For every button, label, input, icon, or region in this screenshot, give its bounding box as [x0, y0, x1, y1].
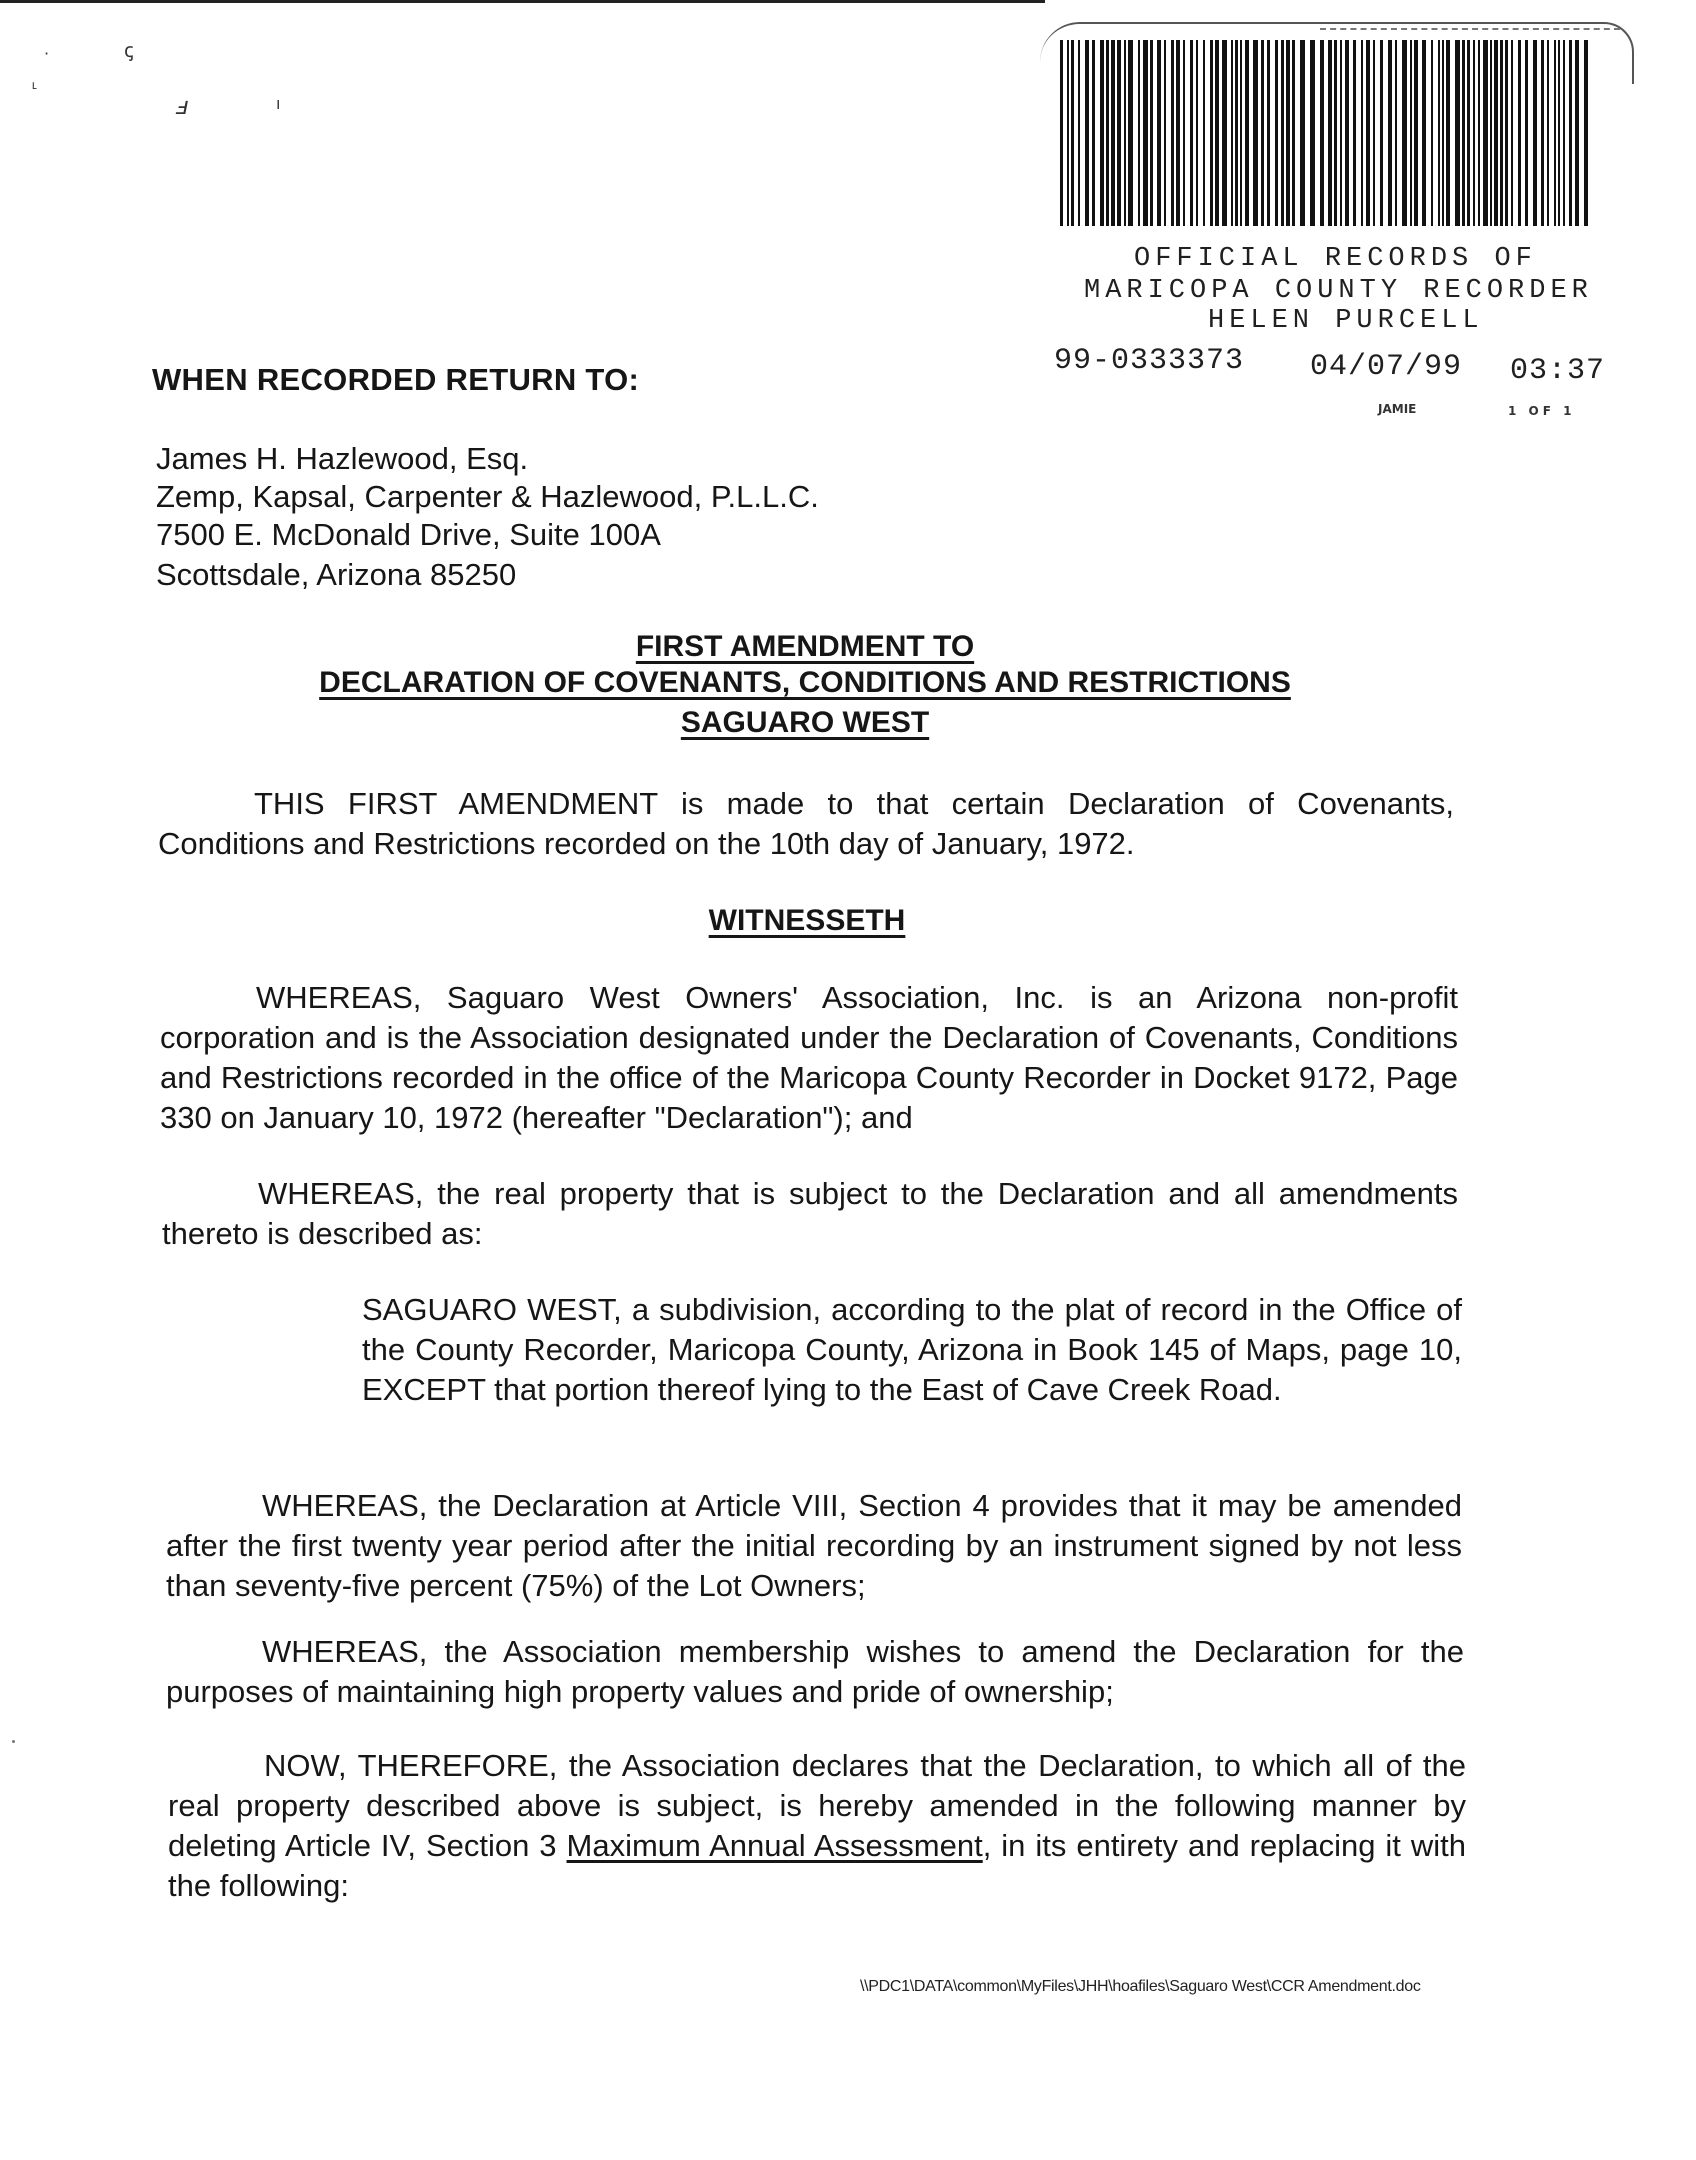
recorder-office-line: OFFICIAL RECORDS OF — [1134, 244, 1537, 274]
document-title-line-1: FIRST AMENDMENT TO — [635, 630, 975, 663]
legal-description: SAGUARO WEST, a subdivision, according to the plat of record in the Office of the County Recorder, Maricopa County, Arizona in Book 145 of Maps, page 10, EXCEPT that portion thereof lying to the East of Cave Creek Road. — [362, 1292, 1462, 1407]
now-therefore-paragraph — [168, 1746, 1466, 1906]
return-to-heading: WHEN RECORDED RETURN TO: — [152, 362, 640, 397]
scan-speck: ı — [276, 94, 281, 113]
whereas-paragraph-1: WHEREAS, Saguaro West Owners' Association, Inc. is an Arizona non-profit corporation and is the Association designated under the Declaration of Covenants, Conditions and Restrictions recorded in the office of the Maricopa County Recorder in Docket 9172, Page 330 on January 10, 1972 (hereafter "Declaration"); and — [160, 980, 1458, 1135]
return-firm: Zemp, Kapsal, Carpenter & Hazlewood, P.L.L.C. — [156, 479, 819, 514]
document-title-line-2: DECLARATION OF COVENANTS, CONDITIONS AND RESTRICTIONS — [319, 666, 1291, 699]
recording-clerk: JAMIE — [1378, 402, 1417, 416]
recorder-name-line: HELEN PURCELL — [1208, 306, 1484, 336]
return-city: Scottsdale, Arizona 85250 — [156, 557, 517, 592]
document-title-line-3: SAGUARO WEST — [680, 706, 930, 739]
maximum-annual-assessment-reference: Maximum Annual Assessment — [566, 1828, 983, 1863]
now-therefore-text-b: , in its entirety and replacing it with the following: — [168, 1828, 1466, 1903]
whereas-paragraph-4: WHEREAS, the Association membership wishes to amend the Declaration for the purposes of maintaining high property values and pride of ownership; — [166, 1634, 1464, 1709]
return-name: James H. Hazlewood, Esq. — [156, 441, 529, 476]
recorder-label-perforation — [1320, 28, 1620, 30]
whereas-paragraph-3: WHEREAS, the Declaration at Article VIII, Section 4 provides that it may be amended after the first twenty year period after the initial recording by an instrument signed by not less than seventy-five percent (75%) of the Lot Owners; — [166, 1488, 1462, 1603]
recording-date: 04/07/99 — [1310, 350, 1463, 384]
barcode-icon — [1058, 40, 1592, 226]
scan-speck: · — [44, 44, 50, 63]
scan-edge-line — [0, 0, 1045, 3]
scan-speck: ꞔ — [124, 38, 134, 62]
witnesseth-heading: WITNESSETH — [708, 904, 906, 937]
scan-speck: ˪ — [32, 74, 38, 93]
now-therefore-text-a: NOW, THEREFORE, the Association declares that the Declaration, to which all of the real property described above is subject, is hereby amended in the following manner by deleting Article IV, Section 3 — [168, 1748, 1466, 1863]
recording-time: 03:37 — [1510, 354, 1606, 388]
recording-page-count: 1 OF 1 — [1508, 404, 1576, 418]
scan-speck — [12, 1740, 15, 1743]
intro-paragraph: THIS FIRST AMENDMENT is made to that certain Declaration of Covenants, Conditions and Restrictions recorded on the 10th day of January, 1972. — [158, 786, 1454, 861]
scan-speck: ⅎ — [176, 92, 189, 120]
recording-number: 99-0333373 — [1054, 344, 1245, 378]
file-path-footer: \\PDC1\DATA\common\MyFiles\JHH\hoafiles\Saguaro West\CCR Amendment.doc — [860, 1978, 1421, 1995]
whereas-paragraph-2: WHEREAS, the real property that is subject to the Declaration and all amendments thereto is described as: — [162, 1176, 1458, 1251]
recorder-county-line: MARICOPA COUNTY RECORDER — [1084, 276, 1593, 306]
return-street: 7500 E. McDonald Drive, Suite 100A — [156, 517, 661, 552]
